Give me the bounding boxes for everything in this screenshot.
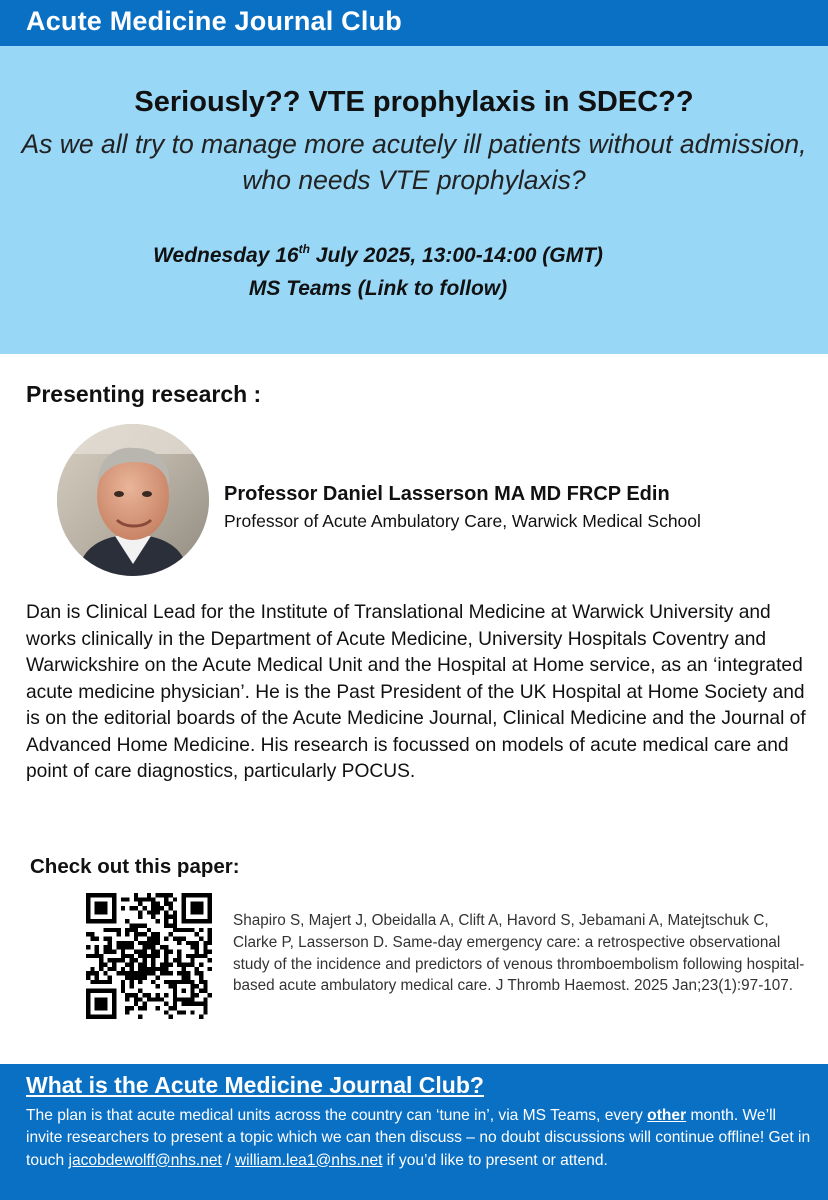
about-text-part-1: The plan is that acute medical units across the country can ‘tune in’, via MS Teams, every — [26, 1107, 648, 1124]
speaker-name: Professor Daniel Lasserson MA MD FRCP Edin — [224, 483, 670, 505]
about-banner — [0, 1064, 828, 1200]
about-text-separator: / — [221, 1151, 235, 1169]
event-date-prefix: Wednesday 16 — [153, 244, 299, 267]
header-bar — [0, 0, 828, 46]
qr-code-icon[interactable] — [86, 893, 212, 1019]
speaker-photo — [57, 424, 209, 576]
event-date — [0, 242, 756, 268]
about-text-part-2: month. We’ll invite researchers to present a topic which we can then discuss – no doubt discussions will continue offline! Get in touch — [26, 1107, 811, 1169]
journal-club-title: Acute Medicine Journal Club — [26, 6, 402, 36]
event-subheadline: As we all try to manage more acutely ill patients without admission, who needs VTE prophylaxis? — [21, 129, 807, 195]
about-text — [26, 1105, 816, 1172]
event-date-rest: July 2025, 13:00-14:00 (GMT) — [309, 244, 603, 267]
presenting-heading: Presenting research : — [26, 381, 262, 407]
hero-banner — [0, 46, 828, 354]
event-venue: MS Teams (Link to follow) — [248, 277, 508, 300]
speaker-photo-image — [57, 424, 209, 576]
email-link-jacob[interactable]: jacobdewolff@nhs.net — [68, 1151, 222, 1169]
speaker-bio: Dan is Clinical Lead for the Institute of Translational Medicine at Warwick University and works clinically in the Department of Acute Medicine, University Hospitals Coventry and Warwickshire on the Acute Medical Unit and the Hospital at Home service, as an ‘integrated acute medicine physician’. He is the Past President of the UK Hospital at Home Society and is on the editorial boards of the Acute Medicine Journal, Clinical Medicine and the Journal of Advanced Home Medicine. His research is focussed on models of acute medical care and point of care diagnostics, particularly POCUS. — [26, 602, 806, 782]
about-text-other: other — [647, 1107, 687, 1124]
event-date-ordinal: th — [298, 242, 310, 256]
event-headline: Seriously?? VTE prophylaxis in SDEC?? — [134, 86, 694, 118]
paper-heading: Check out this paper: — [30, 855, 240, 878]
speaker-role: Professor of Acute Ambulatory Care, Warwick Medical School — [224, 511, 701, 531]
about-text-part-3: if you’d like to present or attend. — [382, 1151, 608, 1169]
paper-citation: Shapiro S, Majert J, Obeidalla A, Clift A, Havord S, Jebamani A, Matejtschuk C, Clarke P, Lasserson D. Same-day emergency care: a retrospective observational study of the incidence and predictors of venous thromboembolism following hospital-based acute ambulatory medical care. J Thromb Haemost. 2025 Jan;23(1):97-107. — [233, 912, 805, 995]
qr-code-graphic — [86, 893, 212, 1019]
about-question: What is the Acute Medicine Journal Club? — [26, 1072, 484, 1098]
email-link-william[interactable]: william.lea1@nhs.net — [234, 1151, 383, 1169]
